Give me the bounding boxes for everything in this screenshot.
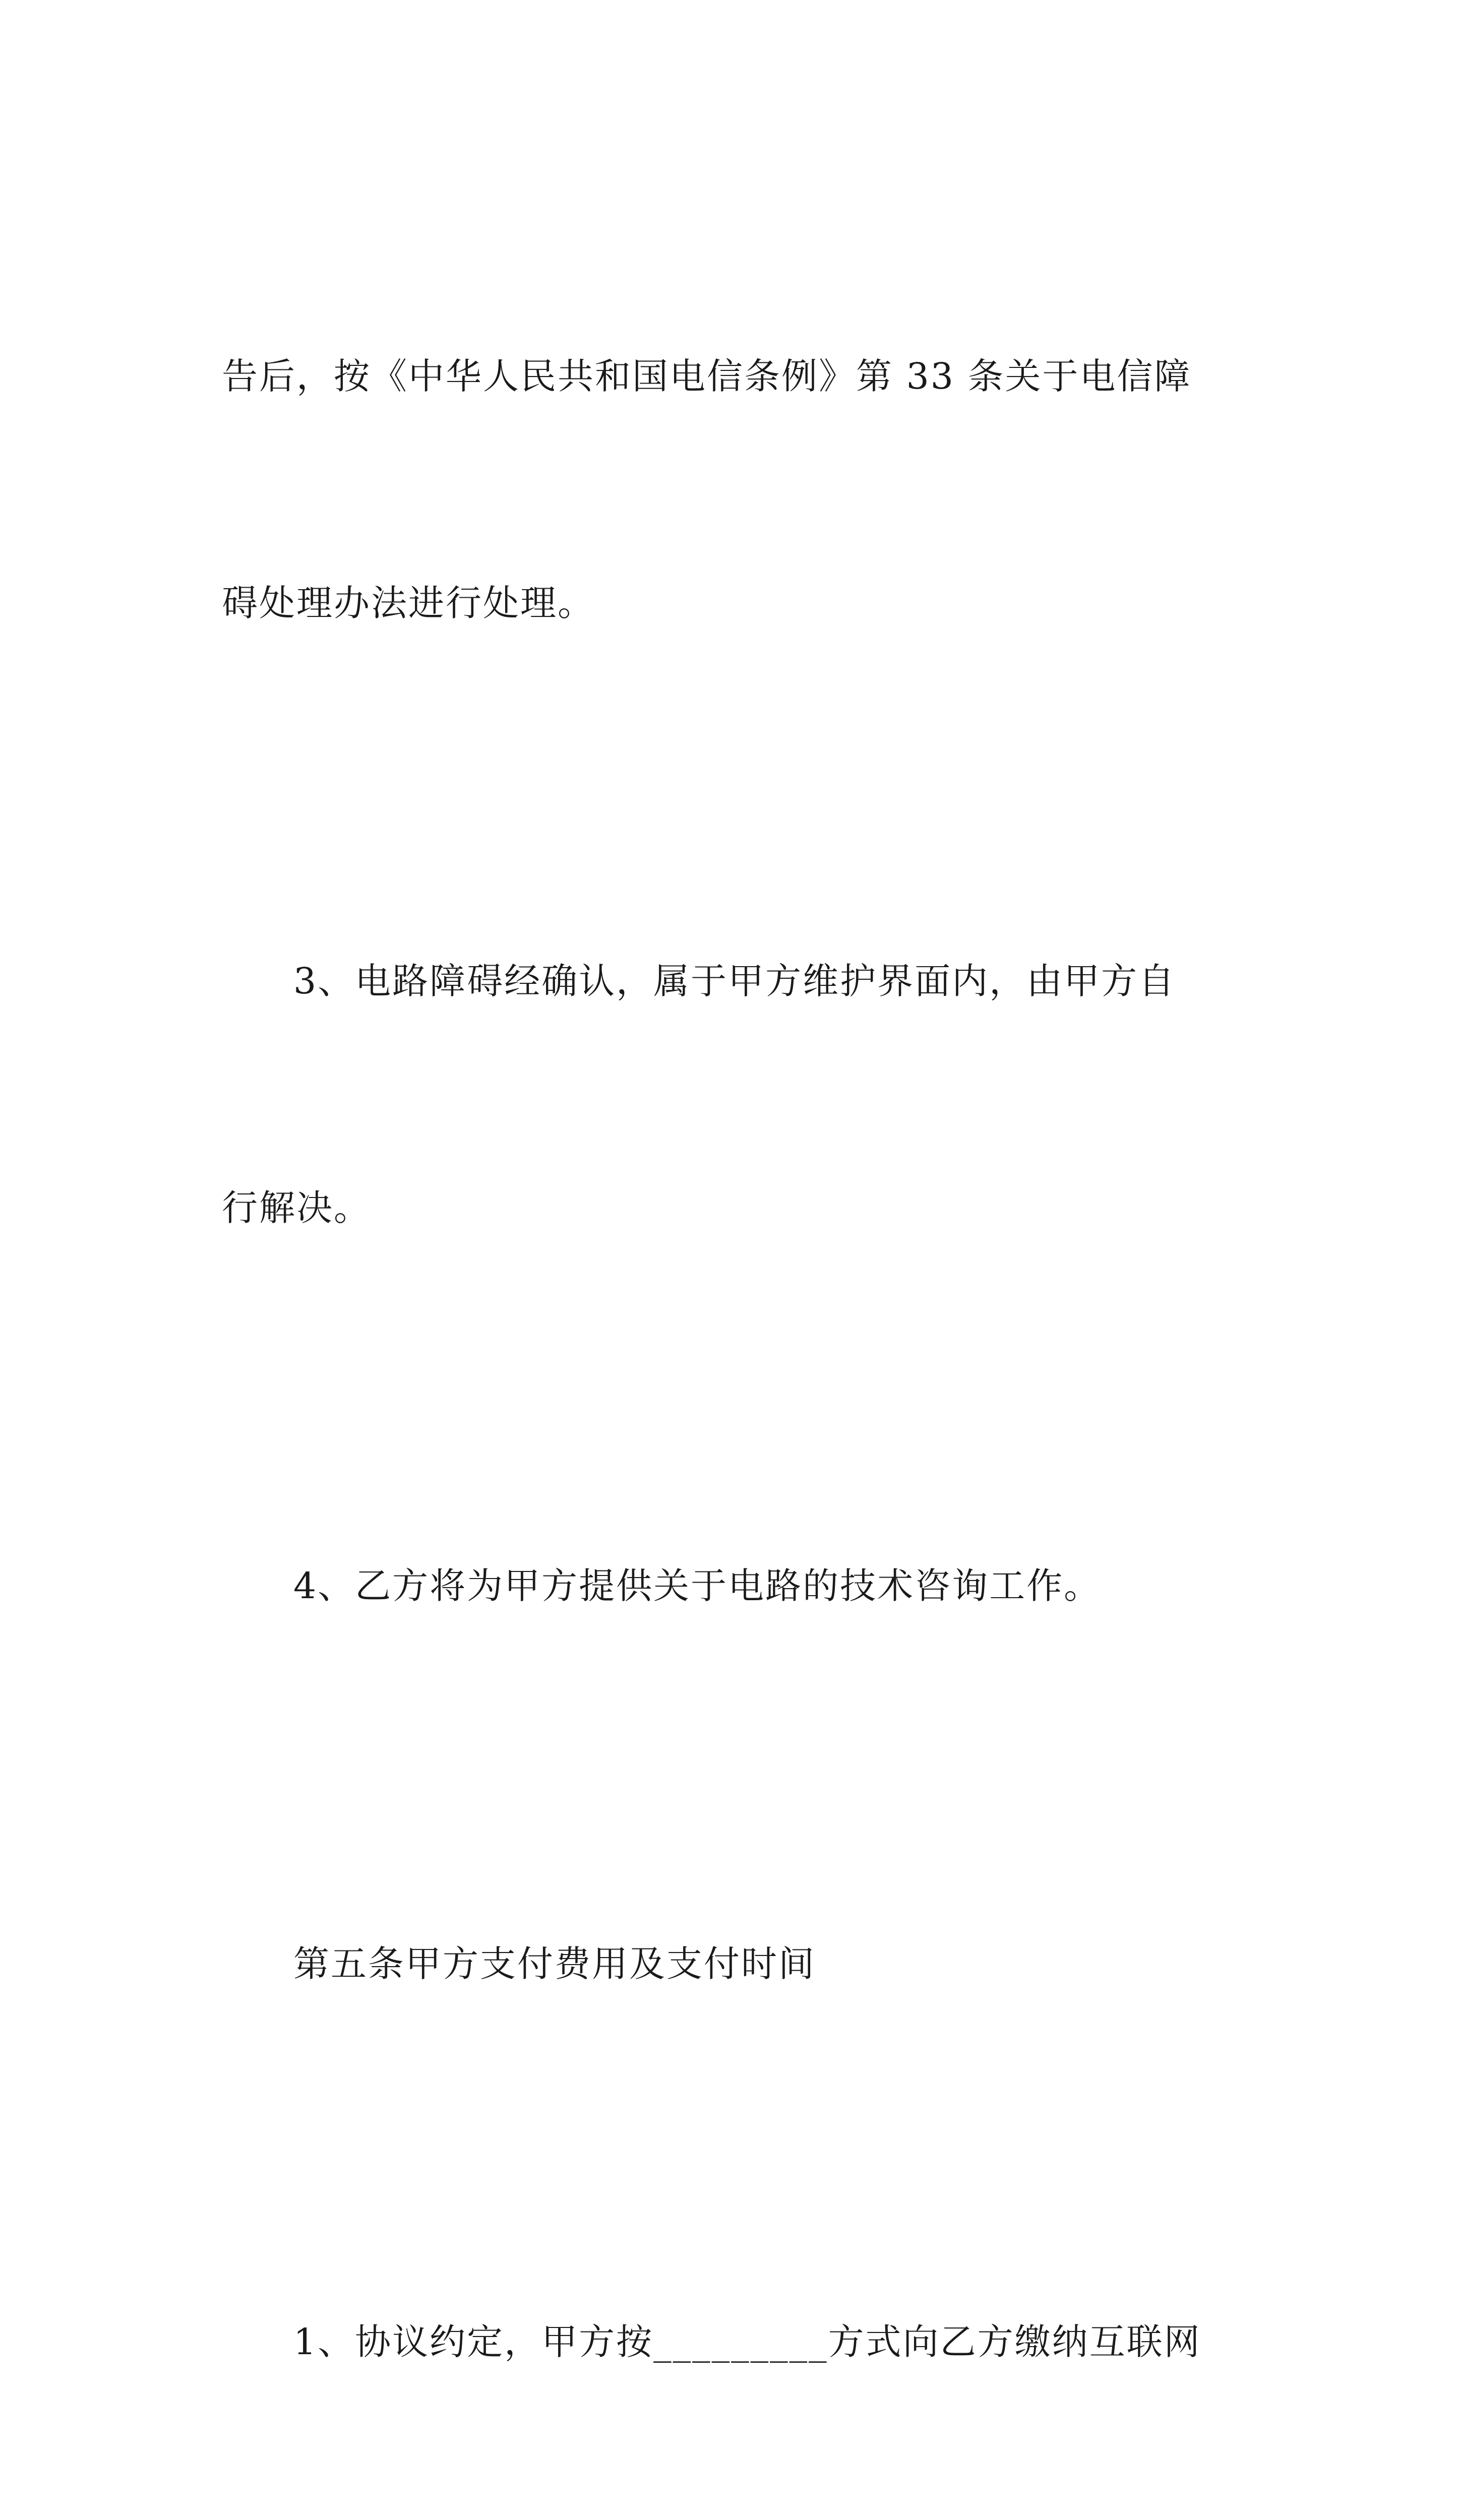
text-line: 1、协议约定，甲方按_________方式向乙方缴纳互联网	[293, 2321, 1201, 2363]
text-line: 3、电路障碍经确认，属于甲方维护界面内，由甲方自	[293, 960, 1176, 1002]
paragraph-clause-1-fees	[222, 2153, 1240, 2520]
text-line: 第五条甲方支付费用及支付时间	[293, 1943, 816, 1985]
text-line: 行解决。	[222, 1187, 372, 1229]
paragraph-clause-3-fault	[222, 792, 1240, 1397]
text-line: 4、乙方将为甲方提供关于电路的技术咨询工作。	[293, 1565, 1102, 1607]
section-heading-article-5	[222, 1775, 1240, 2153]
paragraph-clause-4-consulting	[222, 1397, 1240, 1775]
text-line: 碍处理办法进行处理。	[222, 582, 595, 624]
text-line: 告后，按《中华人民共和国电信条例》第 33 条关于电信障	[222, 355, 1192, 397]
paragraph-telecom-regulation	[222, 187, 1240, 792]
document-body	[222, 187, 1240, 2520]
